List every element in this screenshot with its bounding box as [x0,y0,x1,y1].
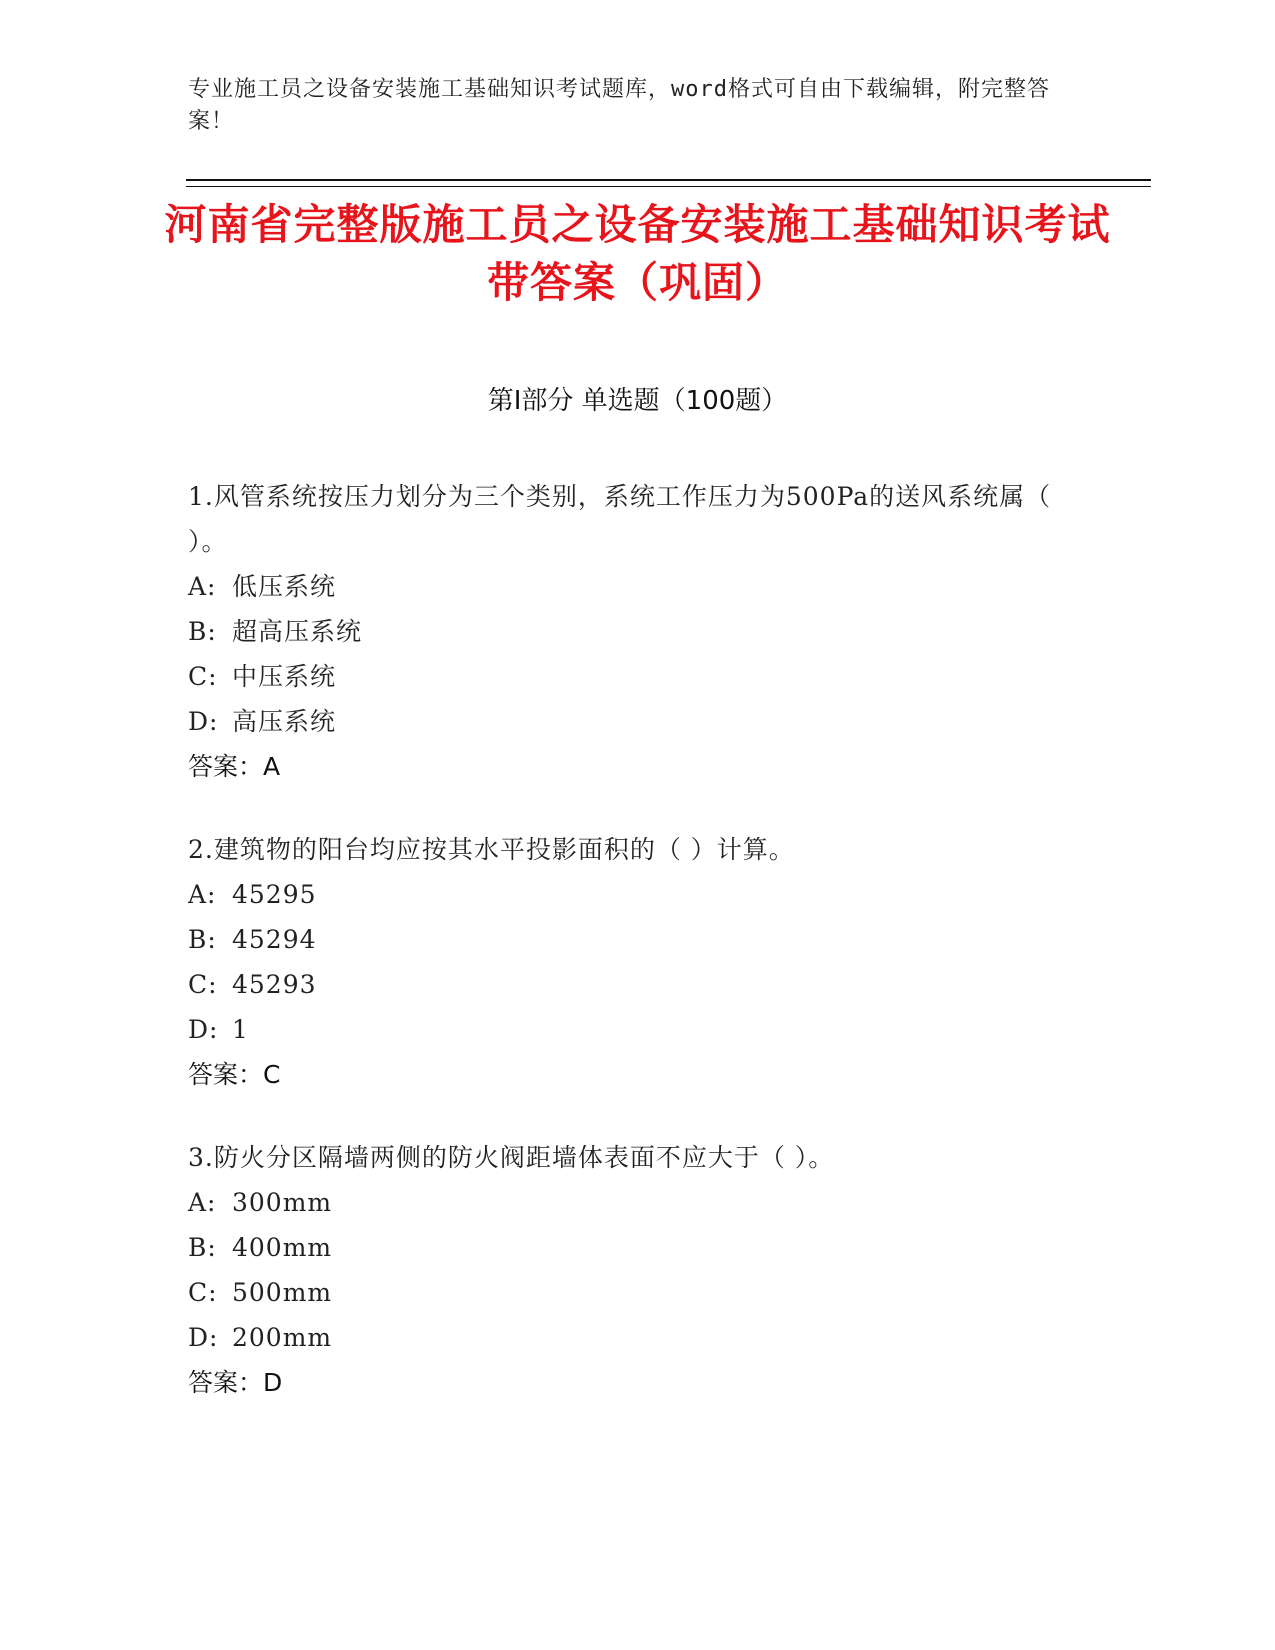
option-b [188,917,1068,962]
option-letter: B: [188,617,217,646]
question-stem: 1.风管系统按压力划分为三个类别，系统工作压力为500Pa的送风系统属（ ）。 [188,482,1052,556]
option-text: 200mm [232,1323,333,1352]
option-text: 低压系统 [232,572,337,601]
option-letter: B: [188,925,217,954]
option-d [188,699,1068,744]
answer-label: 答案： [188,752,264,781]
option-text: 超高压系统 [232,617,363,646]
answer-line [188,744,1068,789]
question-list [188,474,1068,1443]
option-text: 高压系统 [232,707,337,736]
option-d [188,1007,1068,1052]
option-d [188,1315,1068,1360]
option-text: 400mm [232,1233,333,1262]
option-letter: A: [188,1188,217,1217]
option-text: 500mm [232,1278,333,1307]
option-a [188,872,1068,917]
option-letter: C: [188,970,218,999]
header-note: 专业施工员之设备安装施工基础知识考试题库，word格式可自由下载编辑，附完整答案！ [188,77,1050,134]
header-divider-thin [186,186,1151,187]
option-letter: D: [188,1015,219,1044]
answer-line [188,1052,1068,1097]
option-text: 300mm [232,1188,333,1217]
option-letter: D: [188,1323,219,1352]
question-1 [188,474,1068,789]
option-letter: A: [188,572,217,601]
option-letter: C: [188,1278,218,1307]
option-a [188,564,1068,609]
option-b [188,609,1068,654]
option-b [188,1225,1068,1270]
header-divider-thick [186,179,1151,181]
option-letter: C: [188,662,218,691]
answer-value: A [263,752,281,781]
answer-value: D [263,1368,283,1397]
answer-label: 答案： [188,1368,264,1397]
option-letter: D: [188,707,219,736]
option-letter: B: [188,1233,217,1262]
option-c [188,962,1068,1007]
option-c [188,654,1068,699]
section-heading: 第Ⅰ部分 单选题（100题） [487,386,788,416]
document-title: 河南省完整版施工员之设备安装施工基础知识考试带答案（巩固） [164,200,1111,307]
option-text: 45294 [232,925,317,954]
option-text: 45295 [232,880,317,909]
option-c [188,1270,1068,1315]
answer-value: C [263,1060,281,1089]
question-3 [188,1135,1068,1405]
answer-label: 答案： [188,1060,264,1089]
answer-line [188,1360,1068,1405]
option-letter: A: [188,880,217,909]
question-2 [188,827,1068,1097]
option-text: 中压系统 [232,662,337,691]
option-text: 45293 [232,970,317,999]
question-stem: 3.防火分区隔墙两侧的防火阀距墙体表面不应大于（ ）。 [188,1143,835,1172]
option-text: 1 [232,1015,249,1044]
question-stem: 2.建筑物的阳台均应按其水平投影面积的（ ）计算。 [188,835,795,864]
option-a [188,1180,1068,1225]
